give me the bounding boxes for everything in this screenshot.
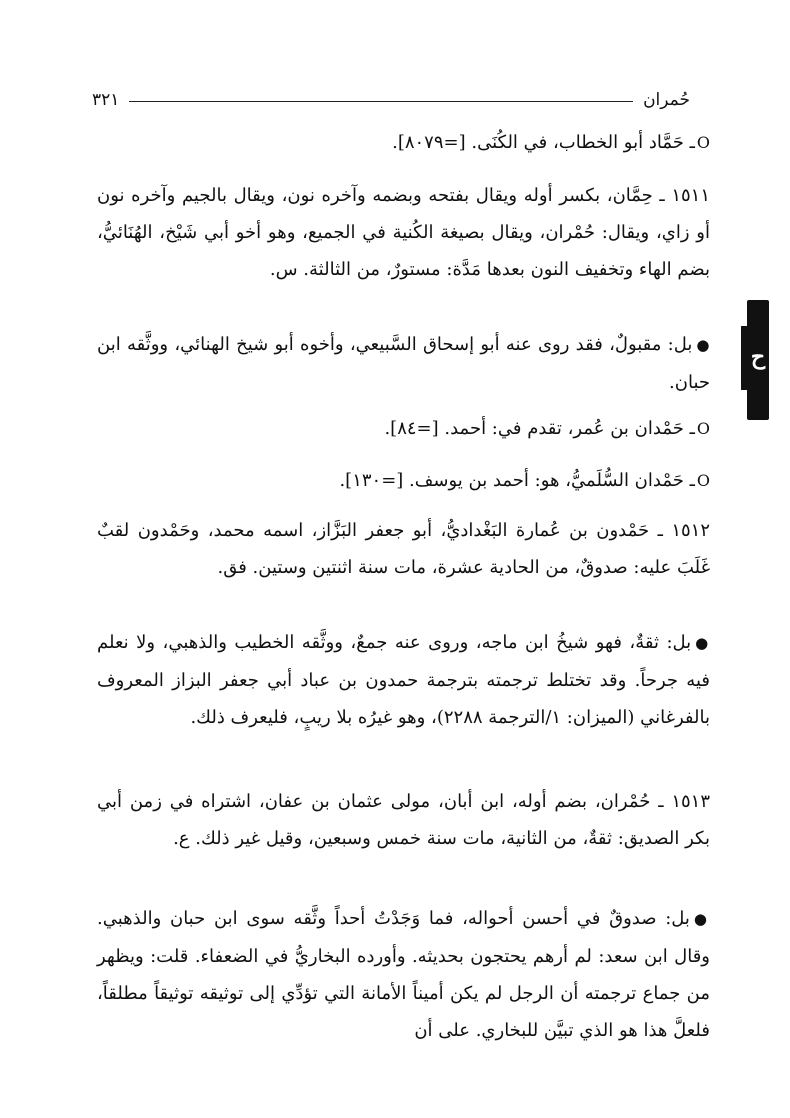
comment-1511 bbox=[97, 326, 710, 401]
side-tab-letter: ح bbox=[750, 344, 766, 370]
entry-hamdan-al-sulami bbox=[97, 462, 710, 499]
circle-marker-icon: O bbox=[696, 471, 710, 490]
side-index-tab bbox=[747, 300, 769, 420]
entry-1513-humran bbox=[97, 783, 710, 857]
entry-text: ١٥١٣ ـ حُمْران، بضم أوله، ابن أبان، مولى عثمان بن عفان، اشتراه في زمن أبي بكر الصديق: ثقةٌ، من الثانية، مات سنة خمس وسبعين، وقيل غير ذلك. ع. bbox=[97, 791, 710, 849]
circle-marker-icon: O bbox=[696, 133, 710, 152]
entry-hammad bbox=[97, 124, 710, 161]
entry-text: ـ حَمْدان بن عُمر، تقدم في: أحمد. [=٨٤]. bbox=[384, 418, 695, 439]
page-number: ٣٢١ bbox=[92, 90, 120, 110]
entry-1512-hamdun bbox=[97, 512, 710, 586]
bullet-marker-icon: ● bbox=[695, 634, 710, 652]
comment-1512 bbox=[97, 624, 710, 736]
comment-text: بل: صدوقٌ في أحسن أحواله، فما وَجَدْتُ أحداً وثَّقه سوى ابن حبان والذهبي. وقال ابن سعد: لم أرهم يحتجون بحديثه. وأورده البخاريُّ في الضعفاء. قلت: ويظهر من جماع ترجمته أن الرجل لم يكن أميناً الأمانة التي تؤدِّي إلى توثيقه توثيقاً مطلقاً، فلعلَّ هذا هو الذي تبيَّن للبخاري. على أن bbox=[97, 908, 710, 1041]
comment-text: بل: ثقةٌ، فهو شيخُ ابن ماجه، وروى عنه جمعٌ، ووثَّقه الخطيب والذهبي، ولا نعلم فيه جرحاً. وقد تختلط ترجمته بترجمة حمدون بن عباد أبي جعفر البزاز المعروف بالفرغاني (الميزان: ١/الترجمة ٢٢٨٨)، وهو غيرُه بلا ريبٍ، فليعرف ذلك. bbox=[97, 632, 710, 728]
comment-1513 bbox=[97, 900, 710, 1049]
bullet-marker-icon: ● bbox=[693, 910, 710, 928]
entry-text: ١٥١٢ ـ حَمْدون بن عُمارة البَغْداديُّ، أبو جعفر البَزَّاز، اسمه محمد، وحَمْدون لقبٌ غَلَبَ عليه: صدوقٌ، من الحادية عشرة، مات سنة اثنتين وستين. فق. bbox=[97, 520, 710, 578]
running-header bbox=[92, 88, 690, 112]
entry-text: ـ حَمَّاد أبو الخطاب، في الكُنَى. [=٨٠٧٩]. bbox=[392, 132, 695, 153]
header-rule bbox=[129, 101, 633, 102]
comment-text: بل: مقبولٌ، فقد روى عنه أبو إسحاق السَّبيعي، وأخوه أبو شيخ الهنائي، ووثَّقه ابن حبان. bbox=[97, 334, 710, 393]
entry-text: ١٥١١ ـ حِمَّان، بكسر أوله ويقال بفتحه وبضمه وآخره نون، ويقال بالجيم وآخره نون أو زاي، ويقال: حُمْران، ويقال بصيغة الكُنية في الجميع، وهو أخو أبي شَيْخ، الهُنَائيُّ، بضم الهاء وتخفيف النون بعدها مَدَّة: مستورٌ، من الثالثة. س. bbox=[97, 185, 710, 280]
entry-1511-himman bbox=[97, 177, 710, 288]
entry-text: ـ حَمْدان السُّلَميُّ، هو: أحمد بن يوسف. [=١٣٠]. bbox=[339, 470, 695, 491]
entry-hamdan-ibn-umar bbox=[97, 410, 710, 447]
circle-marker-icon: O bbox=[696, 419, 710, 438]
bullet-marker-icon: ● bbox=[696, 336, 710, 354]
header-title: حُمران bbox=[643, 90, 690, 110]
